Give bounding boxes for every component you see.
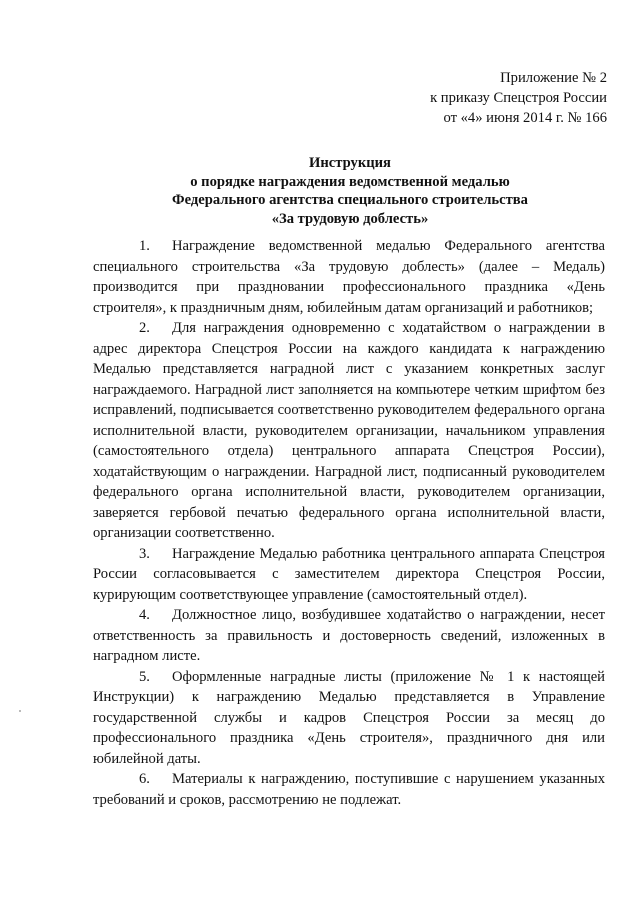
appendix-number: Приложение № 2 <box>500 70 607 86</box>
appendix-order-ref: к приказу Спецстроя России <box>430 90 607 106</box>
document-title <box>60 154 640 228</box>
scan-speck <box>19 710 21 712</box>
paragraph-text: Награждение ведомственной медалью Федерального агентства специального строительства «За трудовую доблесть» (далее – Медаль) производится при праздновании профессионального праздника «День строителя», к праздничным дням, юбилейным датам организаций и работников; <box>93 238 605 316</box>
paragraph-3 <box>93 544 605 606</box>
paragraph-number: 4. <box>139 607 150 623</box>
paragraph-text: Оформленные наградные листы (приложение № 1 к настоящей Инструкции) к награждению Медалью представляется в Управление государственной службы и кадров Спецстроя России за месяц до профессионального праздника «День строителя», праздничного дня или юбилейной даты. <box>93 668 605 767</box>
paragraph-text: Материалы к награждению, поступившие с нарушением указанных требований и сроков, рассмотрению не подлежат. <box>93 771 605 808</box>
paragraph-2 <box>93 318 605 544</box>
title-line-3: Федерального агентства специального строительства <box>172 192 528 208</box>
title-line-1: Инструкция <box>309 155 391 171</box>
appendix-order-date: от «4» июня 2014 г. № 166 <box>443 110 607 126</box>
paragraph-1 <box>93 236 605 318</box>
paragraph-number: 1. <box>139 238 150 254</box>
paragraph-5 <box>93 667 605 770</box>
paragraph-number: 6. <box>139 771 150 787</box>
paragraph-number: 2. <box>139 320 150 336</box>
title-line-4: «За трудовую доблесть» <box>271 210 429 227</box>
paragraph-number: 3. <box>139 545 150 562</box>
paragraph-4 <box>93 605 605 667</box>
paragraph-6 <box>93 769 605 810</box>
appendix-header <box>430 68 607 128</box>
paragraph-text: Награждение Медалью работника центрального аппарата Спецстроя России согласовывается с заместителем директора Спецстроя России, курирующим соответствующее управление (самостоятельный отдел). <box>93 545 605 603</box>
paragraph-text: Для награждения одновременно с ходатайством о награждении в адрес директора Спецстроя России на каждого кандидата к награждению Медалью представляется наградной лист с указанием конкретных заслуг награждаемого. Наградной лист заполняется на компьютере четким шрифтом без исправлений, подписывается соответственно руководителем федерального органа исполнительной власти, руководителем организации, начальником управления (самостоятельного отдела) центрального аппарата Спецстроя России), ходатайствующим о награждении. Наградной лист, подписанный руководителем федерального органа исполнительной власти, руководителем организации, заверяется гербовой печатью федерального органа исполнительной власти, организации соответственно. <box>93 320 605 541</box>
title-line-2: о порядке награждения ведомственной медалью <box>190 173 510 190</box>
paragraph-number: 5. <box>139 668 150 685</box>
paragraph-text: Должностное лицо, возбудившее ходатайство о награждении, несет ответственность за правильность и достоверность сведений, изложенных в наградном листе. <box>93 607 605 664</box>
document-body <box>93 236 605 810</box>
